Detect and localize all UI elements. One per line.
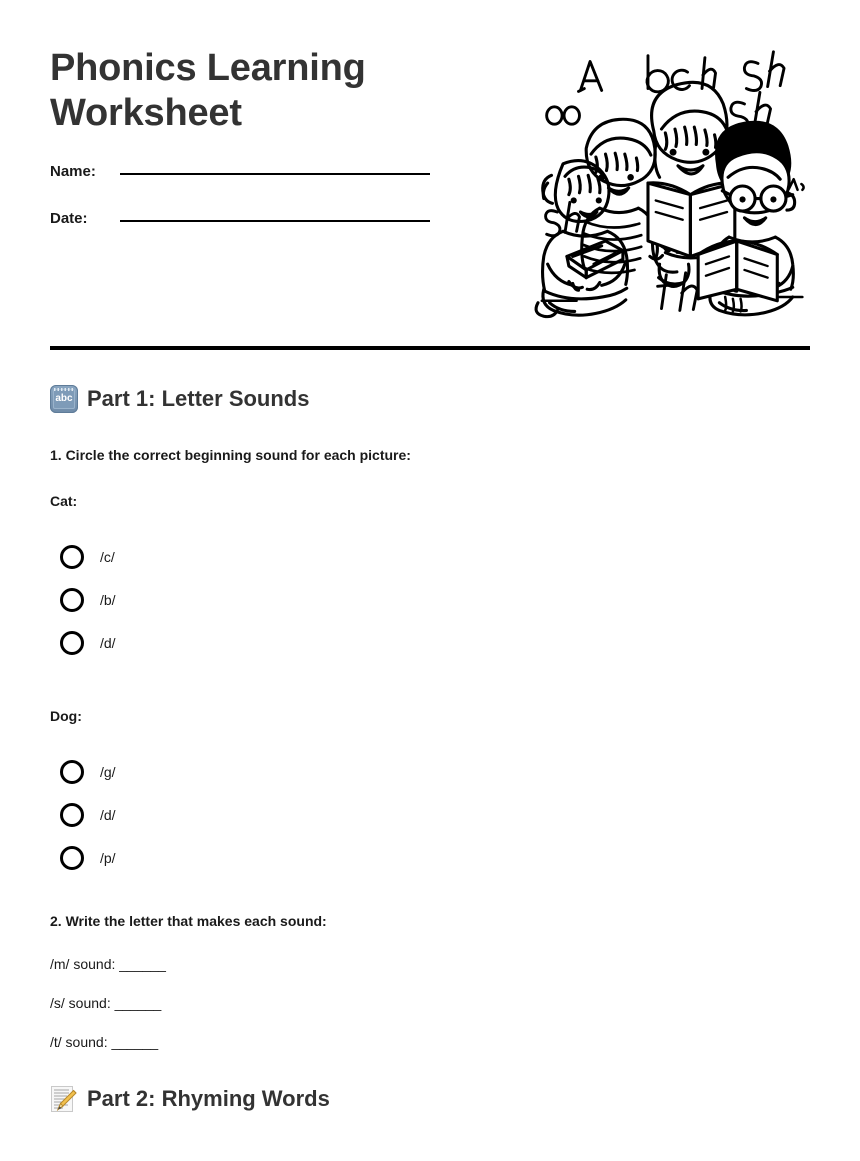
radio-circle-icon[interactable]	[60, 631, 84, 655]
worksheet-header	[50, 0, 810, 280]
date-field-label: Date:	[50, 210, 88, 227]
part-2-section	[50, 1085, 810, 1113]
option-label: /d/	[100, 806, 116, 823]
options-group-dog	[50, 750, 810, 879]
part-2-heading	[50, 1085, 810, 1113]
option-cat-3[interactable]	[60, 621, 810, 664]
radio-circle-icon[interactable]	[60, 760, 84, 784]
name-field-input-line[interactable]	[120, 173, 430, 175]
abc-icon-text: abc	[55, 393, 73, 404]
radio-circle-icon[interactable]	[60, 588, 84, 612]
letter-b-glyph	[647, 56, 668, 92]
letter-sh-top-glyph	[744, 52, 784, 91]
date-field-input-line[interactable]	[120, 220, 430, 222]
blank-line-t[interactable]: /t/ sound: ______	[50, 1034, 159, 1050]
option-label: /c/	[100, 548, 115, 565]
question-2-prompt: 2. Write the letter that makes each sound:	[50, 913, 327, 929]
option-dog-2[interactable]	[60, 793, 810, 836]
letter-oo-glyph	[547, 107, 580, 124]
option-cat-2[interactable]	[60, 578, 810, 621]
abc-icon	[50, 385, 78, 413]
radio-circle-icon[interactable]	[60, 803, 84, 827]
blank-line-s[interactable]: /s/ sound: ______	[50, 995, 162, 1011]
memo-icon	[50, 1085, 78, 1113]
page-title: Phonics Learning Worksheet	[50, 47, 366, 134]
option-dog-3[interactable]	[60, 836, 810, 879]
radio-circle-icon[interactable]	[60, 846, 84, 870]
sparkle-glyph	[789, 179, 804, 190]
blank-line-m[interactable]: /m/ sound: ______	[50, 956, 166, 972]
header-divider	[50, 346, 810, 350]
option-dog-1[interactable]	[60, 750, 810, 793]
option-cat-1[interactable]	[60, 535, 810, 578]
word-label-dog: Dog:	[50, 708, 82, 724]
letter-th-glyph	[658, 273, 698, 311]
option-label: /g/	[100, 763, 116, 780]
name-field-label: Name:	[50, 163, 96, 180]
part-1-section	[50, 385, 810, 1050]
word-label-cat: Cat:	[50, 493, 78, 509]
spacer	[50, 664, 810, 678]
children-reading-illustration	[530, 48, 820, 323]
radio-circle-icon[interactable]	[60, 545, 84, 569]
option-label: /p/	[100, 849, 116, 866]
letter-A-glyph	[579, 62, 602, 92]
option-label: /b/	[100, 591, 116, 608]
part-1-heading-text: Part 1: Letter Sounds	[87, 386, 310, 411]
option-label: /d/	[100, 634, 116, 651]
question-1-prompt: 1. Circle the correct beginning sound for each picture:	[50, 447, 411, 463]
part-1-heading	[50, 385, 810, 413]
options-group-cat	[50, 535, 810, 664]
name-field-row	[50, 163, 430, 180]
part-2-heading-text: Part 2: Rhyming Words	[87, 1086, 330, 1111]
date-field-row	[50, 210, 430, 227]
